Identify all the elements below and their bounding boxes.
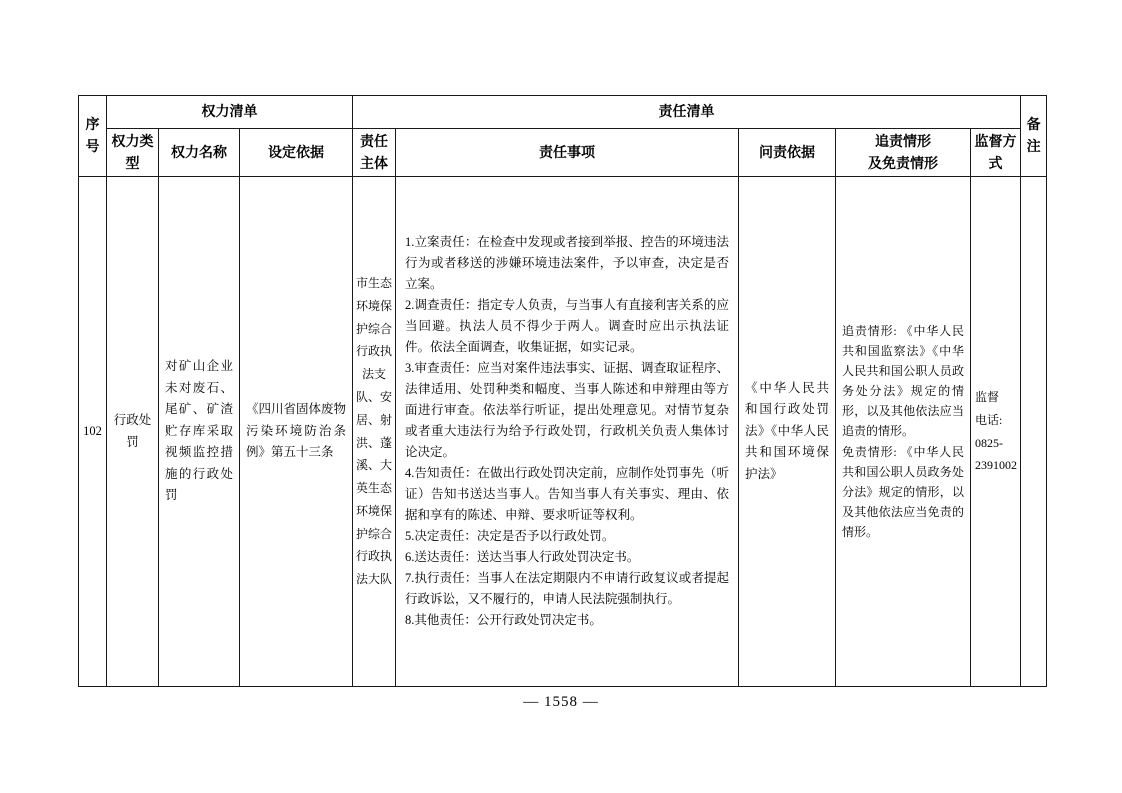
cell-remarks — [1021, 177, 1047, 687]
supervision-line-3: 0825- — [975, 435, 1004, 450]
header-power-list: 权力清单 — [107, 96, 353, 129]
header-supervision-method: 监督方式 — [971, 129, 1021, 177]
cell-legal-basis: 《四川省固体废物污染环境防治条例》第五十三条 — [240, 177, 353, 687]
header-legal-basis: 设定依据 — [240, 129, 353, 177]
cell-serial-number: 102 — [79, 177, 107, 687]
header-power-type: 权力类型 — [107, 129, 159, 177]
accountability-situation: 追责情形: 《中华人民共和国监察法》《中华人民共和国公职人员政务处分法》规定的情形，以及其他依法应当追责的情形。 — [842, 323, 965, 439]
header-accountability-situations-line1: 追责情形 — [875, 132, 932, 149]
duty-item-8: 8.其他责任：公开行政处罚决定书。 — [405, 613, 602, 627]
header-serial-number: 序号 — [79, 96, 107, 177]
exemption-situation: 免责情形: 《中华人民共和国公职人员政务处分法》规定的情形，以及其他依法应当免责的情形。 — [842, 444, 965, 540]
header-accountability-situations — [836, 129, 971, 177]
cell-supervision-method — [971, 177, 1021, 687]
header-accountability-basis: 问责依据 — [739, 129, 836, 177]
header-duty-list: 责任清单 — [353, 96, 1021, 129]
duty-item-4: 4.告知责任：在做出行政处罚决定前，应制作处罚事先（听证）告知书送达当事人。告知当事人有关事实、理由、依据和享有的陈述、申辩、要求听证等权利。 — [405, 466, 730, 522]
supervision-line-4: 2391002 — [975, 458, 1018, 473]
duty-item-7: 7.执行责任：当事人在法定期限内不申请行政复议或者提起行政诉讼，又不履行的，申请人民法院强制执行。 — [405, 571, 730, 606]
header-power-name: 权力名称 — [159, 129, 240, 177]
duty-item-2: 2.调查责任：指定专人负责，与当事人有直接利害关系的应当回避。执法人员不得少于两人。调查时应出示执法证件。依法全面调查，收集证据，如实记录。 — [405, 298, 730, 354]
cell-accountability-basis: 《中华人民共和国行政处罚法》《中华人民共和国环境保护法》 — [739, 177, 836, 687]
duty-item-5: 5.决定责任：决定是否予以行政处罚。 — [405, 529, 615, 543]
cell-duty-items — [396, 177, 739, 687]
supervision-line-2: 电话: — [975, 412, 1003, 427]
duty-item-1: 1.立案责任：在检查中发现或者接到举报、控告的环境违法行为或者移送的涉嫌环境违法案件，予以审查，决定是否立案。 — [405, 235, 730, 291]
duty-item-6: 6.送达责任：送达当事人行政处罚决定书。 — [405, 550, 640, 564]
cell-duty-subject: 市生态环境保护综合行政执法支队、安居、射洪、蓬溪、大英生态环境保护综合行政执法大队 — [353, 177, 396, 687]
power-duty-list-table — [78, 95, 1047, 687]
cell-power-name: 对矿山企业未对废石、尾矿、矿渣贮存库采取视频监控措施的行政处罚 — [159, 177, 240, 687]
header-duty-subject: 责任主体 — [353, 129, 396, 177]
header-remarks: 备注 — [1021, 96, 1047, 177]
header-accountability-situations-line2: 及免责情形 — [868, 154, 939, 171]
duty-item-3: 3.审查责任：应当对案件违法事实、证据、调查取证程序、法律适用、处罚种类和幅度、当事人陈述和申辩理由等方面进行审查。依法举行听证，提出处理意见。对情节复杂或者重大违法行为给予行政处罚，行政机关负责人集体讨论决定。 — [405, 361, 730, 459]
cell-accountability-situations — [836, 177, 971, 687]
table-row — [79, 177, 1047, 687]
cell-power-type: 行政处罚 — [107, 177, 159, 687]
page-number: — 1558 — — [523, 694, 599, 710]
supervision-line-1: 监督 — [975, 389, 1000, 404]
header-duty-items: 责任事项 — [396, 129, 739, 177]
